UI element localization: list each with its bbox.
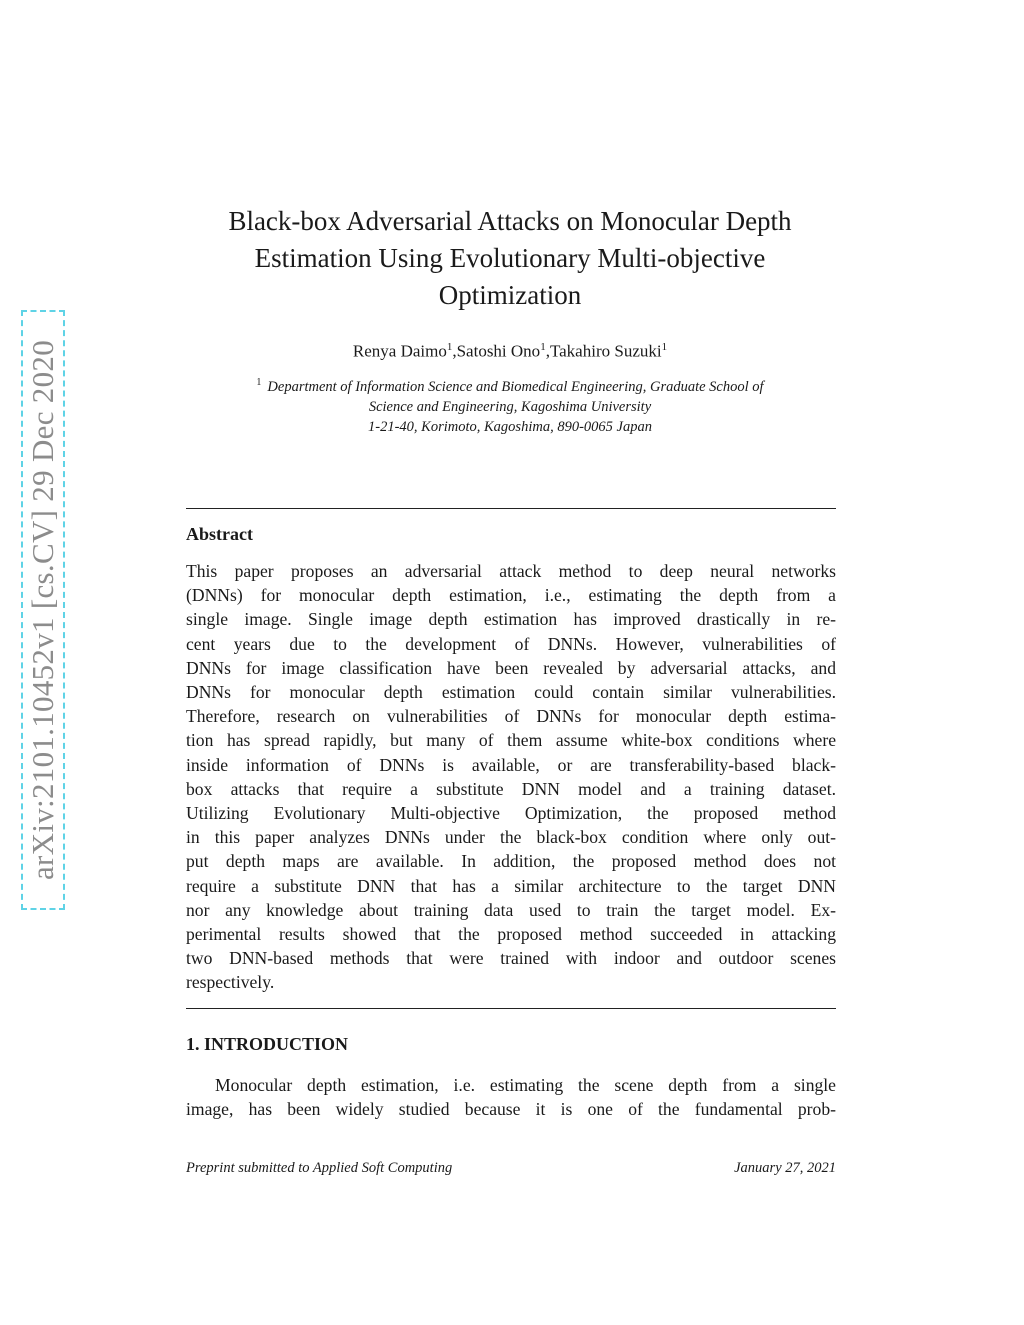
abstract-line: put depth maps are available. In addition, the proposed method does not xyxy=(186,851,836,872)
abstract-top-rule xyxy=(186,508,836,509)
abstract-line: single image. Single image depth estimation has improved drastically in re- xyxy=(186,609,836,630)
arxiv-stamp: arXiv:2101.10452v1 [cs.CV] 29 Dec 2020 xyxy=(25,339,60,881)
author-affil-mark: 1 xyxy=(661,341,668,353)
abstract-line: DNNs for monocular depth estimation could contain similar vulnerabilities. xyxy=(186,682,836,703)
abstract-bottom-rule xyxy=(186,1008,836,1009)
abstract-line: in this paper analyzes DNNs under the black-box condition where only out- xyxy=(186,827,836,848)
abstract-line: tion has spread rapidly, but many of them assume white-box conditions where xyxy=(186,730,836,751)
author-affil-mark: 1 xyxy=(446,341,453,353)
abstract-line: (DNNs) for monocular depth estimation, i.e., estimating the depth from a xyxy=(186,585,836,606)
abstract-line: box attacks that require a substitute DNN model and a training dataset. xyxy=(186,778,836,799)
abstract-line: Therefore, research on vulnerabilities of DNNs for monocular depth estima- xyxy=(186,706,836,727)
abstract-line: two DNN-based methods that were trained with indoor and outdoor scenes xyxy=(186,948,836,969)
footer-date: January 27, 2021 xyxy=(734,1160,836,1176)
affiliation-line: 1-21-40, Korimoto, Kagoshima, 890-0065 Japan xyxy=(368,418,652,435)
intro-line: image, has been widely studied because it is one of the fundamental prob- xyxy=(186,1099,836,1120)
paper-title xyxy=(170,203,850,314)
abstract-line: inside information of DNNs is available, or are transferability-based black- xyxy=(186,754,836,775)
abstract-heading: Abstract xyxy=(186,524,253,544)
abstract-line: require a substitute DNN that has a similar architecture to the target DNN xyxy=(186,875,836,896)
author-name: Satoshi Ono xyxy=(456,341,541,361)
abstract-line: This paper proposes an adversarial attack method to deep neural networks xyxy=(186,561,836,581)
footer-journal: Preprint submitted to Applied Soft Computing xyxy=(186,1160,453,1176)
author-list: Renya Daimo$^1$,Satoshi Ono$^1$,Takahiro Suzuki$^1$ xyxy=(352,341,668,361)
abstract-line: nor any knowledge about training data used to train the target model. Ex- xyxy=(186,899,836,920)
title-line: Optimization xyxy=(438,280,582,310)
abstract-line: DNNs for image classification have been revealed by adversarial attacks, and xyxy=(186,657,836,678)
author-name: Renya Daimo xyxy=(352,341,447,361)
abstract-line: Utilizing Evolutionary Multi-objective Optimization, the proposed method xyxy=(186,803,836,824)
affiliation-line: $^1$ Department of Information Science and Biomedical Engineering, Graduate School of xyxy=(256,377,764,395)
abstract-line: cent years due to the development of DNNs. However, vulnerabilities of xyxy=(186,633,836,654)
affiliation xyxy=(170,373,850,437)
author-name: Takahiro Suzuki xyxy=(549,341,662,361)
author-affil-mark: 1 xyxy=(540,341,546,353)
page-footer xyxy=(186,1160,836,1177)
abstract-line: respectively. xyxy=(186,972,275,993)
title-line: Black-box Adversarial Attacks on Monocular Depth xyxy=(228,206,792,236)
affiliation-mark: 1 xyxy=(256,377,262,388)
abstract-line: perimental results showed that the proposed method succeeded in attacking xyxy=(186,924,836,945)
section-heading: 1. INTRODUCTION xyxy=(186,1034,349,1054)
intro-line: Monocular depth estimation, i.e. estimating the scene depth from a single xyxy=(215,1075,836,1095)
introduction-body xyxy=(186,1073,836,1121)
title-line: Estimation Using Evolutionary Multi-objective xyxy=(254,243,766,273)
abstract-body xyxy=(186,559,836,995)
affiliation-line: Science and Engineering, Kagoshima University xyxy=(368,398,652,415)
